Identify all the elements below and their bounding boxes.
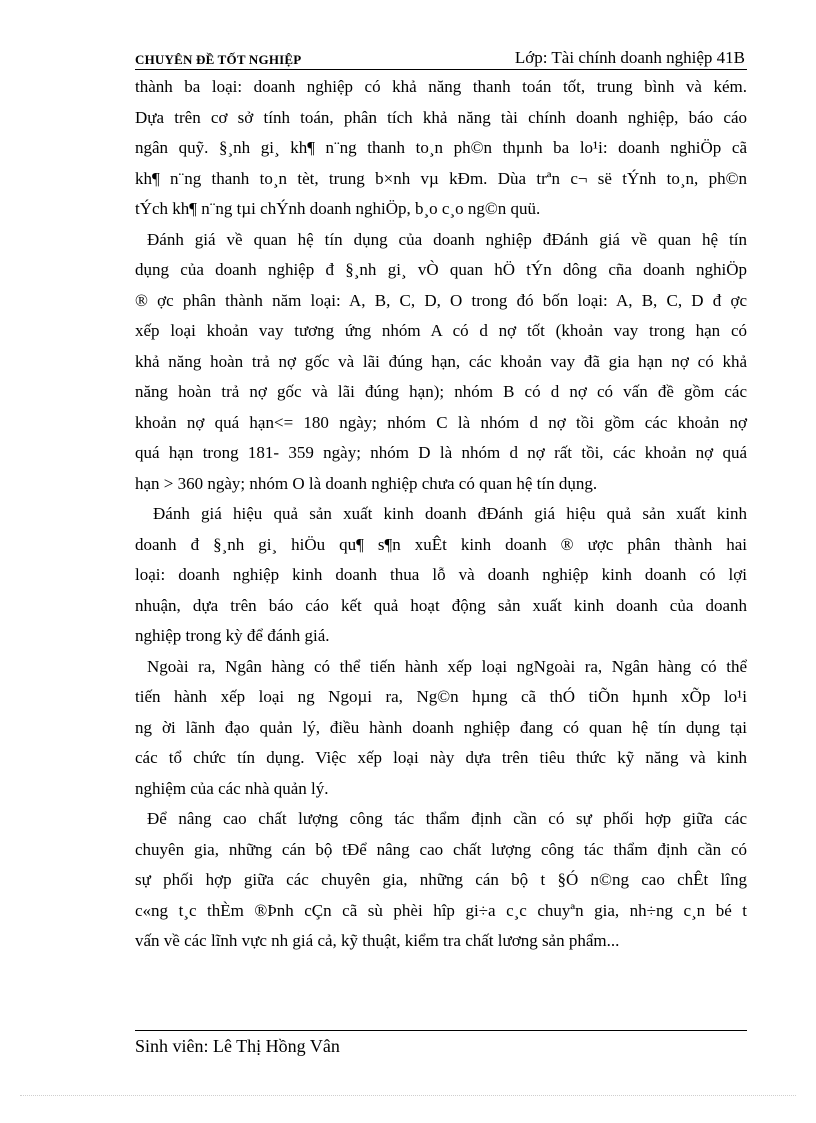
text-line: năng hoàn trả nợ gốc và lãi đúng hạn); nhóm B có d nợ có vấn đề gồm các — [135, 382, 747, 401]
document-body — [135, 72, 747, 957]
text-line: quá hạn trong 181- 359 ngày; nhóm D là nhóm d nợ rất tồi, các khoản nợ quá — [135, 443, 747, 462]
paragraph — [135, 804, 747, 957]
text-line: hạn > 360 ngày; nhóm O là doanh nghiệp chưa có quan hệ tín dụng. — [135, 473, 598, 493]
text-line: nghiệm của các nhà quản lý. — [135, 778, 329, 798]
header-title: CHUYÊN ĐỀ TỐT NGHIỆP — [135, 52, 302, 67]
text-line: ® ợc phân thành năm loại: A, B, C, D, O trong đó bốn loại: A, B, C, D đ ợc — [135, 290, 747, 310]
page-bottom-divider — [20, 1095, 796, 1096]
text-line: loại: doanh nghiệp kinh doanh thua lỗ và doanh nghiệp kinh doanh có lợi — [135, 565, 747, 584]
page-header — [135, 48, 747, 68]
text-line: Đánh giá về quan hệ tín dụng của doanh nghiệp đĐánh giá về quan hệ tín — [147, 229, 747, 249]
text-line: thành ba loại: doanh nghiệp có khả năng thanh toán tốt, trung bình và kém. — [135, 77, 747, 96]
text-line: Để nâng cao chất lượng công tác thẩm định cần có sự phối hợp giữa các — [147, 809, 747, 828]
text-line: nhuận, dựa trên báo cáo kết quả hoạt động sản xuất kinh doanh của doanh — [135, 595, 747, 615]
text-line: ng ời lãnh đạo quản lý, điều hành doanh nghiệp đang có quan hệ tín dụng tại — [135, 717, 747, 737]
text-line: Đánh giá hiệu quả sản xuất kinh doanh đĐánh giá hiệu quả sản xuất kinh — [153, 504, 747, 523]
header-divider — [135, 69, 747, 70]
text-line: c«ng t¸c thÈm ®Þnh cÇn cã sù phèi hîp gi÷a c¸c chuyªn gia, nh÷ng c¸n bé t — [135, 900, 747, 920]
text-line: sự phối hợp giữa các chuyên gia, những cán bộ t §Ó n©ng cao chÊt lîng — [135, 870, 747, 889]
text-line: kh¶ n¨ng thanh to¸n tèt, trung b×nh vµ kÐm. Dùa trªn c¬ së tÝnh to¸n, ph©n — [135, 168, 747, 188]
text-line: Ngoài ra, Ngân hàng có thể tiến hành xếp loại ngNgoài ra, Ngân hàng có thể — [147, 656, 747, 676]
paragraph — [135, 652, 747, 805]
text-line: xếp loại khoản vay tương ứng nhóm A có d nợ tốt (khoản vay trong hạn có — [135, 321, 747, 340]
text-line: Dựa trên cơ sở tính toán, phân tích khả năng tài chính doanh nghiệp, báo cáo — [135, 107, 747, 127]
text-line: doanh đ §¸nh gi¸ hiÖu qu¶ s¶n xuÊt kinh doanh ® ược phân thành hai — [135, 534, 747, 554]
text-line: vấn về các lĩnh vực nh giá cả, kỹ thuật, kiểm tra chất lương sản phẩm... — [135, 931, 620, 950]
paragraph — [135, 225, 747, 500]
text-line: tiến hành xếp loại ng Ngoµi ra, Ng©n hµng cã thÓ tiÕn hµnh xÕp lo¹i — [135, 687, 747, 706]
text-line: các tổ chức tín dụng. Việc xếp loại này dựa trên tiêu thức kỹ năng và kinh — [135, 748, 747, 767]
text-line: khả năng hoàn trả nợ gốc và lãi đúng hạn, các khoản vay đã gia hạn nợ có khả — [135, 351, 747, 371]
footer-student-name: Sinh viên: Lê Thị Hồng Vân — [135, 1036, 340, 1056]
footer-divider — [135, 1030, 747, 1031]
text-line: nghiệp trong kỳ để đánh giá. — [135, 626, 330, 645]
paragraph — [135, 499, 747, 652]
paragraph — [135, 72, 747, 225]
header-class: Lớp: Tài chính doanh nghiệp 41B — [514, 48, 745, 67]
text-line: ngân quỹ. §¸nh gi¸ kh¶ n¨ng thanh to¸n ph©n thµnh ba lo¹i: doanh nghiÖp cã — [135, 138, 747, 157]
text-line: dụng của doanh nghiệp đ §¸nh gi¸ vÒ quan hÖ tÝn dông cña doanh nghiÖp — [135, 260, 747, 279]
text-line: khoản nợ quá hạn<= 180 ngày; nhóm C là nhóm d nợ tồi gồm các khoản nợ — [135, 412, 747, 432]
text-line: tÝch kh¶ n¨ng tµi chÝnh doanh nghiÖp, b¸o c¸o ng©n quü. — [135, 199, 541, 218]
text-line: chuyên gia, những cán bộ tĐể nâng cao chất lượng công tác thẩm định cần có — [135, 839, 747, 859]
